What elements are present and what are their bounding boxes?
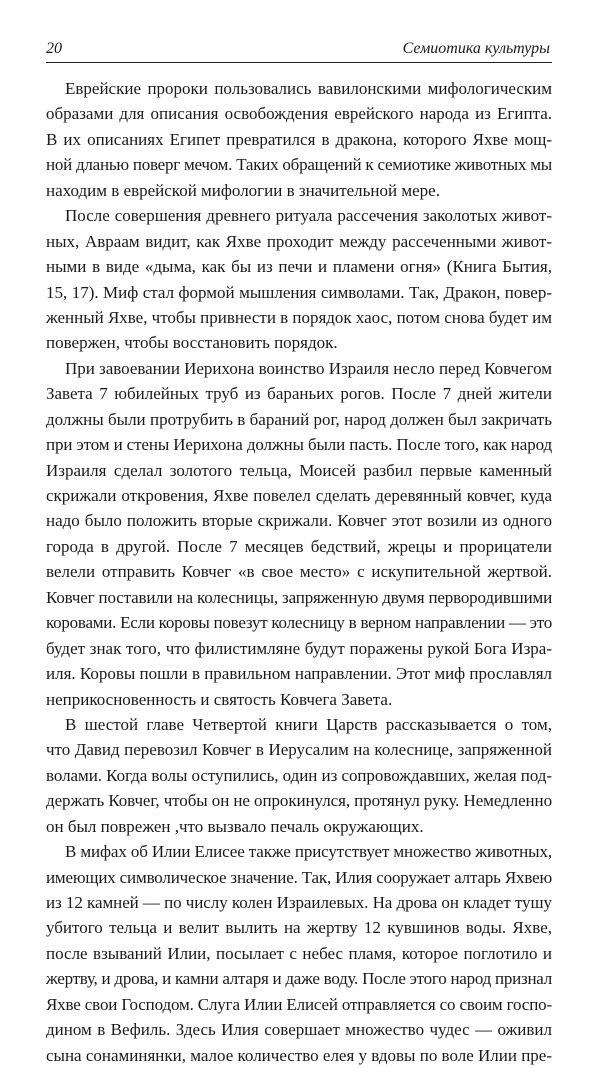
text-line: из 12 камней — по числу колен Израилевых. На дрова он кладет тушу xyxy=(46,893,552,912)
text-line: после взываний Илии, посылает с небес пламя, которое поглотило и xyxy=(46,943,552,963)
paragraph xyxy=(46,839,552,1068)
text-line: города в другой. После 7 месяцев бедствий, жрецы и прорицатели xyxy=(46,536,552,556)
text-line: 15, 17). Миф стал формой мышления символами. Так, Дракон, повер- xyxy=(46,282,552,302)
paragraph xyxy=(46,356,552,712)
text-line: повержен, чтобы восстановить порядок. xyxy=(46,333,338,353)
text-line: велели отправить Ковчег «в свое место» с искупительной жертвой. xyxy=(46,562,552,582)
text-line: иля. Коровы пошли в правильном направлении. Этот миф прославлял xyxy=(46,664,552,684)
text-line: Еврейские пророки пользовались вавилонскими мифологическим xyxy=(65,79,552,98)
text-line: сына сонаминянки, малое количество елея у вдовы по воле Илии пре- xyxy=(46,1045,552,1065)
running-header xyxy=(46,40,552,63)
text-line: жертву, и дрова, и камни алтаря и даже воду. После этого народ признал xyxy=(46,969,552,989)
text-line: должны были протрубить в бараний рог, народ должен был закричать xyxy=(46,409,552,429)
text-line: В их описаниях Египет превратился в дракона, которого Яхве мощ- xyxy=(46,129,552,149)
text-line: В мифах об Илии Елисее также присутствует множество животных, xyxy=(65,842,552,862)
text-line: он был поврежен ,что вызвало печаль окружающих. xyxy=(46,816,424,836)
text-line: После совершения древнего ритуала рассечения заколотых живот- xyxy=(65,206,552,226)
text-line: дином в Вефиль. Здесь Илия совершает множество чудес — оживил xyxy=(46,1020,552,1040)
text-line: при этом и стены Иерихона должны были пасть. После того, как народ xyxy=(46,435,552,455)
text-line: держать Ковчег, чтобы он не опрокинулся, протянул руку. Немедленно xyxy=(46,791,552,811)
text-line: надо было положить вторые скрижали. Ковчег этот возили из одного xyxy=(46,511,552,531)
paragraph xyxy=(46,76,552,203)
text-line: Яхве свои Господом. Слуга Илии Елисей отправляется со своим госпо- xyxy=(46,994,552,1014)
text-line: Ковчег поставили на колесницы, запряженную двумя первородившими xyxy=(46,587,552,607)
text-line: убитого тельца и велит вылить на жертву 12 кувшинов воды. Яхве, xyxy=(46,918,552,938)
text-line: образами для описания освобождения еврейского народа из Египта. xyxy=(46,104,552,124)
text-line: В шестой главе Четвертой книги Царств рассказывается о том, xyxy=(65,714,552,734)
text-line: При завоевании Иерихона воинство Израиля несло перед Ковчегом xyxy=(65,358,552,378)
text-line: ными в виде «дыма, как бы из печи и пламени огня» (Книга Бытия, xyxy=(46,257,552,277)
text-line: ной дланью поверг мечом. Таких обращений к семиотике животных мы xyxy=(46,155,552,175)
paragraph xyxy=(46,203,552,356)
text-line: коровами. Если коровы повезут колесницу в верном направлении — это xyxy=(46,613,552,633)
body-text xyxy=(46,76,552,1068)
running-title: Семиотика культуры xyxy=(402,40,550,57)
text-line: что Давид перевозил Ковчег в Иерусалим на колеснице, запряженной xyxy=(46,740,552,760)
text-line: находим в еврейской мифологии в значительной мере. xyxy=(46,180,440,200)
text-line: женный Яхве, чтобы привнести в порядок хаос, потом снова будет им xyxy=(46,307,552,327)
text-line: скрижали откровения, Яхве повелел сделать деревянный ковчег, куда xyxy=(46,486,552,505)
text-line: Израиля сделал золотого тельца, Моисей разбил первые каменный xyxy=(46,460,552,480)
paragraph xyxy=(46,712,552,839)
page-number: 20 xyxy=(46,40,62,57)
text-line: волами. Когда волы оступились, один из сопровождавших, желая под- xyxy=(46,765,552,785)
text-line: будет знак того, что филистимляне будут поражены рукой Бога Изра- xyxy=(46,638,552,658)
text-line: имеющих символическое значение. Так, Илия сооружает алтарь Яхвею xyxy=(46,867,552,887)
text-line: ных, Авраам видит, как Яхве проходит между рассеченными живот- xyxy=(46,231,552,251)
text-line: Завета 7 юбилейных труб из бараньих рогов. После 7 дней жители xyxy=(46,384,552,404)
text-line: неприкосновенность и святость Ковчега Завета. xyxy=(46,689,393,709)
